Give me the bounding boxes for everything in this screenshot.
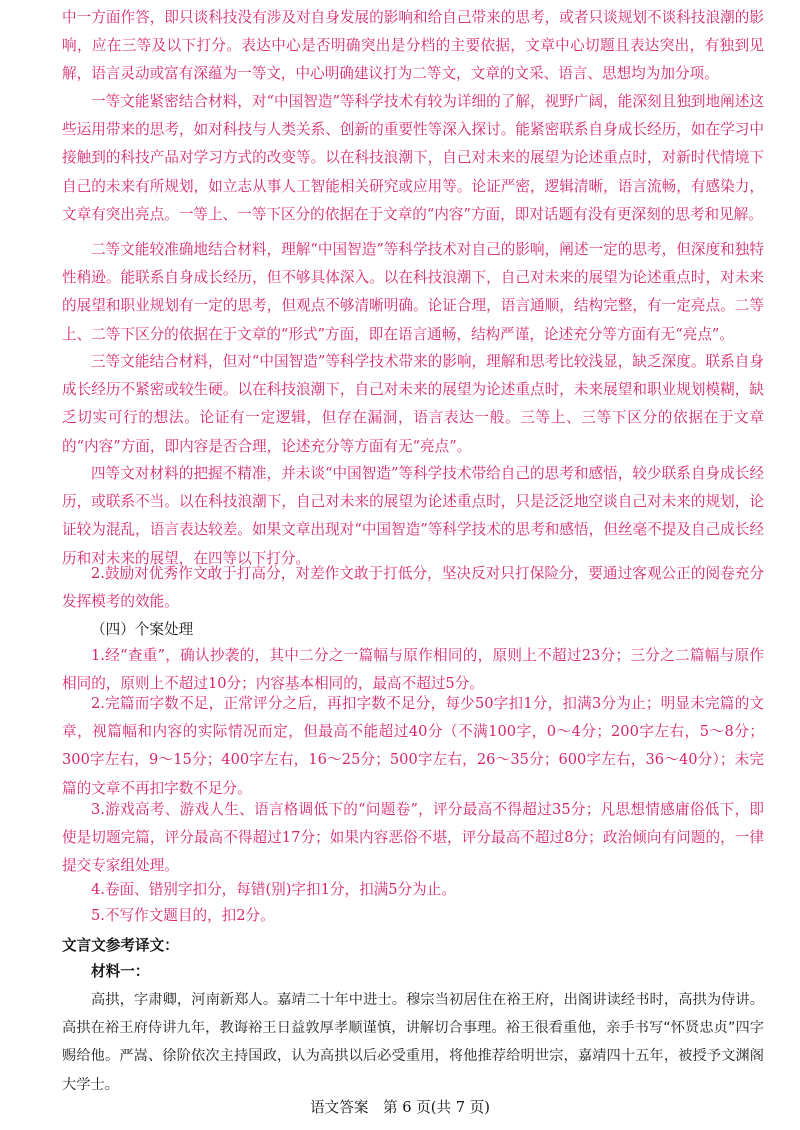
case-item-5: 5.不写作文题目的，扣2分。: [91, 907, 275, 924]
grading-paragraph-fourth-class: 四等文对材料的把握不精准，并未谈“中国智造”等科学技术带给自己的思考和感悟，较少联系自身成长经历，或联系不当。以在科技浪潮下，自己对未来的展望为论述重点时，只是泛泛地空谈自己对未来的规划，论证较为混乱，语言表达较差。如果文章出现对“中国智造”等科学技术的思考和感悟，但丝毫不提及自己成长经历和对未来的展望，在四等以下打分。: [62, 465, 764, 567]
grading-point-2: 2.鼓励对优秀作文敢于打高分，对差作文敢于打低分，坚决反对只打保险分，要通过客观公正的阅卷充分发挥模考的效能。: [62, 565, 764, 611]
translation-heading: 文言文参考译文：: [62, 937, 179, 954]
case-item-3: 3.游戏高考、游戏人生、语言格调低下的“问题卷”，评分最高不得超过35分；凡思想情感庸俗低下，即使是切题完篇，评分最高不得超过17分；如果内容恶俗不堪，评分最高不超过8分；政治倾向有问题的，一律提交专家组处理。: [62, 801, 764, 875]
grading-paragraph-first-class: 一等文能紧密结合材料，对“中国智造”等科学技术有较为详细的了解，视野广阔，能深刻且独到地阐述这些运用带来的思考，如对科技与人类关系、创新的重要性等深入探讨。能紧密联系自身成长经历，如在学习中接触到的科技产品对学习方式的改变等。以在科技浪潮下，自己对未来的展望为论述重点时，对新时代情境下自己的未来有所规划，如立志从事人工智能相关研究或应用等。论证严密，逻辑清晰，语言流畅，有感染力，文章有突出亮点。一等上、一等下区分的依据在于文章的“内容”方面，即对话题有没有更深刻的思考和见解。: [62, 93, 764, 223]
case-item-4: 4.卷面、错别字扣分，每错(别)字扣1分，扣满5分为止。: [91, 881, 456, 898]
material-label: 材料一：: [91, 963, 150, 980]
grading-paragraph-second-class: 二等文能较准确地结合材料，理解“中国智造”等科学技术对自己的影响，阐述一定的思考，但深度和独特性稍逊。能联系自身成长经历，但不够具体深入。以在科技浪潮下，自己对未来的展望为论述重点时，对未来的展望和职业规划有一定的思考，但观点不够清晰明确。论证合理，语言通顺，结构完整，有一定亮点。二等上、二等下区分的依据在于文章的“形式”方面，即在语言通畅，结构严谨，论述充分等方面有无“亮点”。: [62, 241, 764, 343]
page-footer: 语文答案 第 6 页(共 7 页): [310, 1099, 490, 1116]
case-item-2: 2.完篇而字数不足，正常评分之后，再扣字数不足分，每少50字扣1分，扣满3分为止；明显未完篇的文章，视篇幅和内容的实际情况而定，但最高不能超过40分（不满100字，0～4分；200字左右，5～8分；300字左右，9～15分；400字左右，16～25分；500字左右，26～35分；600字左右，36～40分）；未完篇的文章不再扣字数不足分。: [62, 695, 764, 797]
material-translation-text: 高拱，字肃卿，河南新郑人。嘉靖二十年中进士。穆宗当初居住在裕王府，出阁讲读经书时，高拱为侍讲。高拱在裕王府侍讲九年，教诲裕王日益敦厚孝顺谨慎，讲解切合事理。裕王很看重他，亲手书写“怀贤忠贞”四字赐给他。严嵩、徐阶依次主持国政，认为高拱以后必受重用，将他推荐给明世宗，嘉靖四十五年，被授予文渊阁大学士。: [62, 992, 764, 1093]
section-title-case-handling: （四）个案处理: [91, 621, 194, 638]
grading-paragraph-third-class: 三等文能结合材料，但对“中国智造”等科学技术带来的影响，理解和思考比较浅显，缺乏深度。联系自身成长经历不紧密或较生硬。以在科技浪潮下，自己对未来的展望为论述重点时，未来展望和职业规划模糊，缺乏切实可行的想法。论证有一定逻辑，但存在漏洞，语言表达一般。三等上、三等下区分的依据在于文章的“内容”方面，即内容是否合理，论述充分等方面有无“亮点”。: [62, 353, 764, 455]
case-item-1: 1.经“查重”，确认抄袭的，其中二分之一篇幅与原作相同的，原则上不超过23分；三分之二篇幅与原作相同的，原则上不超过10分；内容基本相同的，最高不超过5分。: [62, 647, 764, 693]
grading-paragraph-intro: 中一方面作答，即只谈科技没有涉及对自身发展的影响和给自己带来的思考，或者只谈规划不谈科技浪潮的影响，应在三等及以下打分。表达中心是否明确突出是分档的主要依据，文章中心切题且表达突出，有独到见解，语言灵动或富有深蕴为一等文，中心明确建议打为二等文，文章的文采、语言、思想均为加分项。: [62, 9, 764, 83]
